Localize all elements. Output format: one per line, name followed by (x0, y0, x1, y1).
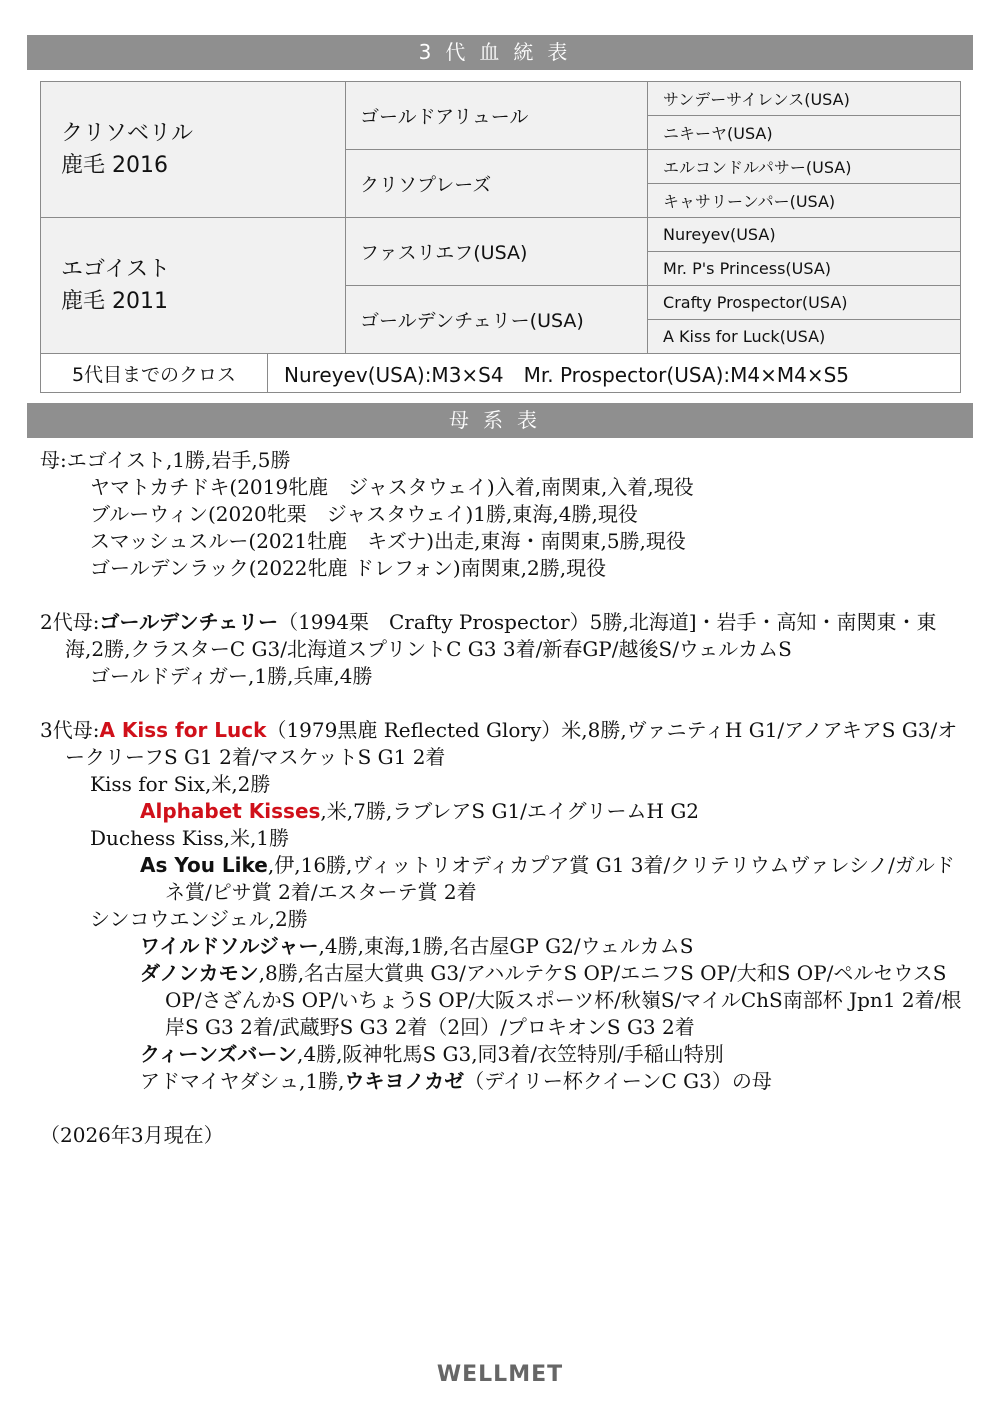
kiss-for-six: Kiss for Six,米,2勝 (90, 772, 271, 796)
as-you-like-record: ,伊,16勝,ヴィットリオディカプア賞 G1 3着/クリテリウムヴァレシノ/ガルドネ賞/ピサ賞 2着/エスターテ賞 2着 (165, 853, 955, 904)
third-dam-entry (40, 717, 965, 771)
second-dam-foal: ゴールドディガー,1勝,兵庫,4勝 (90, 664, 373, 688)
as-of-note: （2026年3月現在） (40, 1123, 224, 1147)
sire-cell (41, 82, 346, 218)
second-dam-entry (40, 609, 965, 663)
sire-dam-sire: エルコンドルパサー(USA) (648, 150, 961, 184)
alphabet-kisses-entry (40, 798, 965, 825)
cross-value: Nureyev(USA):M3×S4 Mr. Prospector(USA):M4×M4×S5 (268, 354, 961, 393)
third-dam-prefix: 3代母: (40, 718, 100, 742)
second-dam-record: （1994栗 Crafty Prospector）5勝,北海道]・岩手・高知・南関東・東海,2勝,クラスターC G3/北海道スプリントC G3 3着/新春GP/越後S/ウェルカムS (65, 610, 937, 661)
wild-soldier-record: ,4勝,東海,1勝,名古屋GP G2/ウェルカムS (318, 934, 694, 958)
dam-foal-1: ヤマトカチドキ(2019牝鹿 ジャスタウェイ)入着,南関東,入着,現役 (90, 475, 694, 499)
sire-name: クリソベリル (61, 120, 194, 146)
pedigree-header: 3代血統表 (27, 35, 973, 70)
ukiyo-no-kaze-name: ウキヨノカゼ (344, 1069, 465, 1093)
pedigree-table (40, 81, 961, 393)
queens-barn-record: ,4勝,阪神牝馬S G3,同3着/衣笠特別/手稲山特別 (297, 1042, 724, 1066)
third-dam-record: （1979黒鹿 Reflected Glory）米,8勝,ヴァニティH G1/アノアキアS G3/オークリーフS G1 2着/マスケットS G1 2着 (65, 718, 958, 769)
dam-sire-sire: Nureyev(USA) (648, 218, 961, 252)
alphabet-kisses-name: Alphabet Kisses (140, 799, 321, 823)
sire-dam: クリソプレーズ (346, 150, 648, 218)
family-header: 母系表 (27, 403, 973, 438)
dam-cell (41, 218, 346, 354)
sire-sire-sire: サンデーサイレンス(USA) (648, 82, 961, 116)
sire-info: 鹿毛 2016 (61, 152, 168, 178)
wellmet-logo: WELLMET (436, 1362, 564, 1387)
dam-foal-3: スマッシュスルー(2021牡鹿 キズナ)出走,東海・南関東,5勝,現役 (90, 529, 686, 553)
second-dam-prefix: 2代母: (40, 610, 100, 634)
as-you-like-entry (40, 852, 965, 906)
cross-label: 5代目までのクロス (41, 354, 268, 393)
wild-soldier-name: ワイルドソルジャー (140, 934, 319, 958)
dam-foal-4: ゴールデンラック(2022牝鹿 ドレフォン)南関東,2勝,現役 (90, 556, 607, 580)
sire-dam-dam: キャサリーンパー(USA) (648, 184, 961, 218)
dam-info: 鹿毛 2011 (61, 288, 168, 314)
ukiyo-no-kaze-record: （デイリー杯クイーンC G3）の母 (464, 1069, 772, 1093)
shinkou-angel: シンコウエンジェル,2勝 (90, 907, 308, 931)
wild-soldier-entry (40, 933, 965, 960)
sire-sire: ゴールドアリュール (346, 82, 648, 150)
dam-line: 母:エゴイスト,1勝,岩手,5勝 (40, 448, 291, 472)
alphabet-kisses-record: ,米,7勝,ラブレアS G1/エイグリームH G2 (320, 799, 700, 823)
sire-sire-dam: ニキーヤ(USA) (648, 116, 961, 150)
dam-dam-dam: A Kiss for Luck(USA) (648, 320, 961, 354)
family-table (40, 447, 965, 1149)
dam-sire: ファスリエフ(USA) (346, 218, 648, 286)
third-dam-name: A Kiss for Luck (99, 718, 267, 742)
queens-barn-entry (40, 1041, 965, 1068)
second-dam-name: ゴールデンチェリー (99, 610, 279, 634)
admire-dash-entry (40, 1068, 965, 1095)
dam-foal-2: ブルーウィン(2020牝栗 ジャスタウェイ)1勝,東海,4勝,現役 (90, 502, 638, 526)
duchess-kiss: Duchess Kiss,米,1勝 (90, 826, 290, 850)
danon-kamon-name: ダノンカモン (140, 961, 259, 985)
dam-dam: ゴールデンチェリー(USA) (346, 286, 648, 354)
as-you-like-name: As You Like (140, 853, 268, 877)
dam-sire-dam: Mr. P's Princess(USA) (648, 252, 961, 286)
queens-barn-name: クィーンズバーン (140, 1042, 297, 1066)
dam-dam-sire: Crafty Prospector(USA) (648, 286, 961, 320)
admire-dash-prefix: アドマイヤダシュ,1勝, (140, 1069, 345, 1093)
danon-kamon-record: ,8勝,名古屋大賞典 G3/アハルテケS OP/エニフS OP/大和S OP/ペルセウスS OP/さざんかS OP/いちょうS OP/大阪スポーツ杯/秋嶺S/マイルChS南部杯 Jpn1 2着/根岸S G3 2着/武蔵野S G3 2着（2回）/プロキオンS G3 2着 (165, 961, 962, 1039)
dam-name: エゴイスト (61, 256, 171, 282)
danon-kamon-entry (40, 960, 965, 1041)
